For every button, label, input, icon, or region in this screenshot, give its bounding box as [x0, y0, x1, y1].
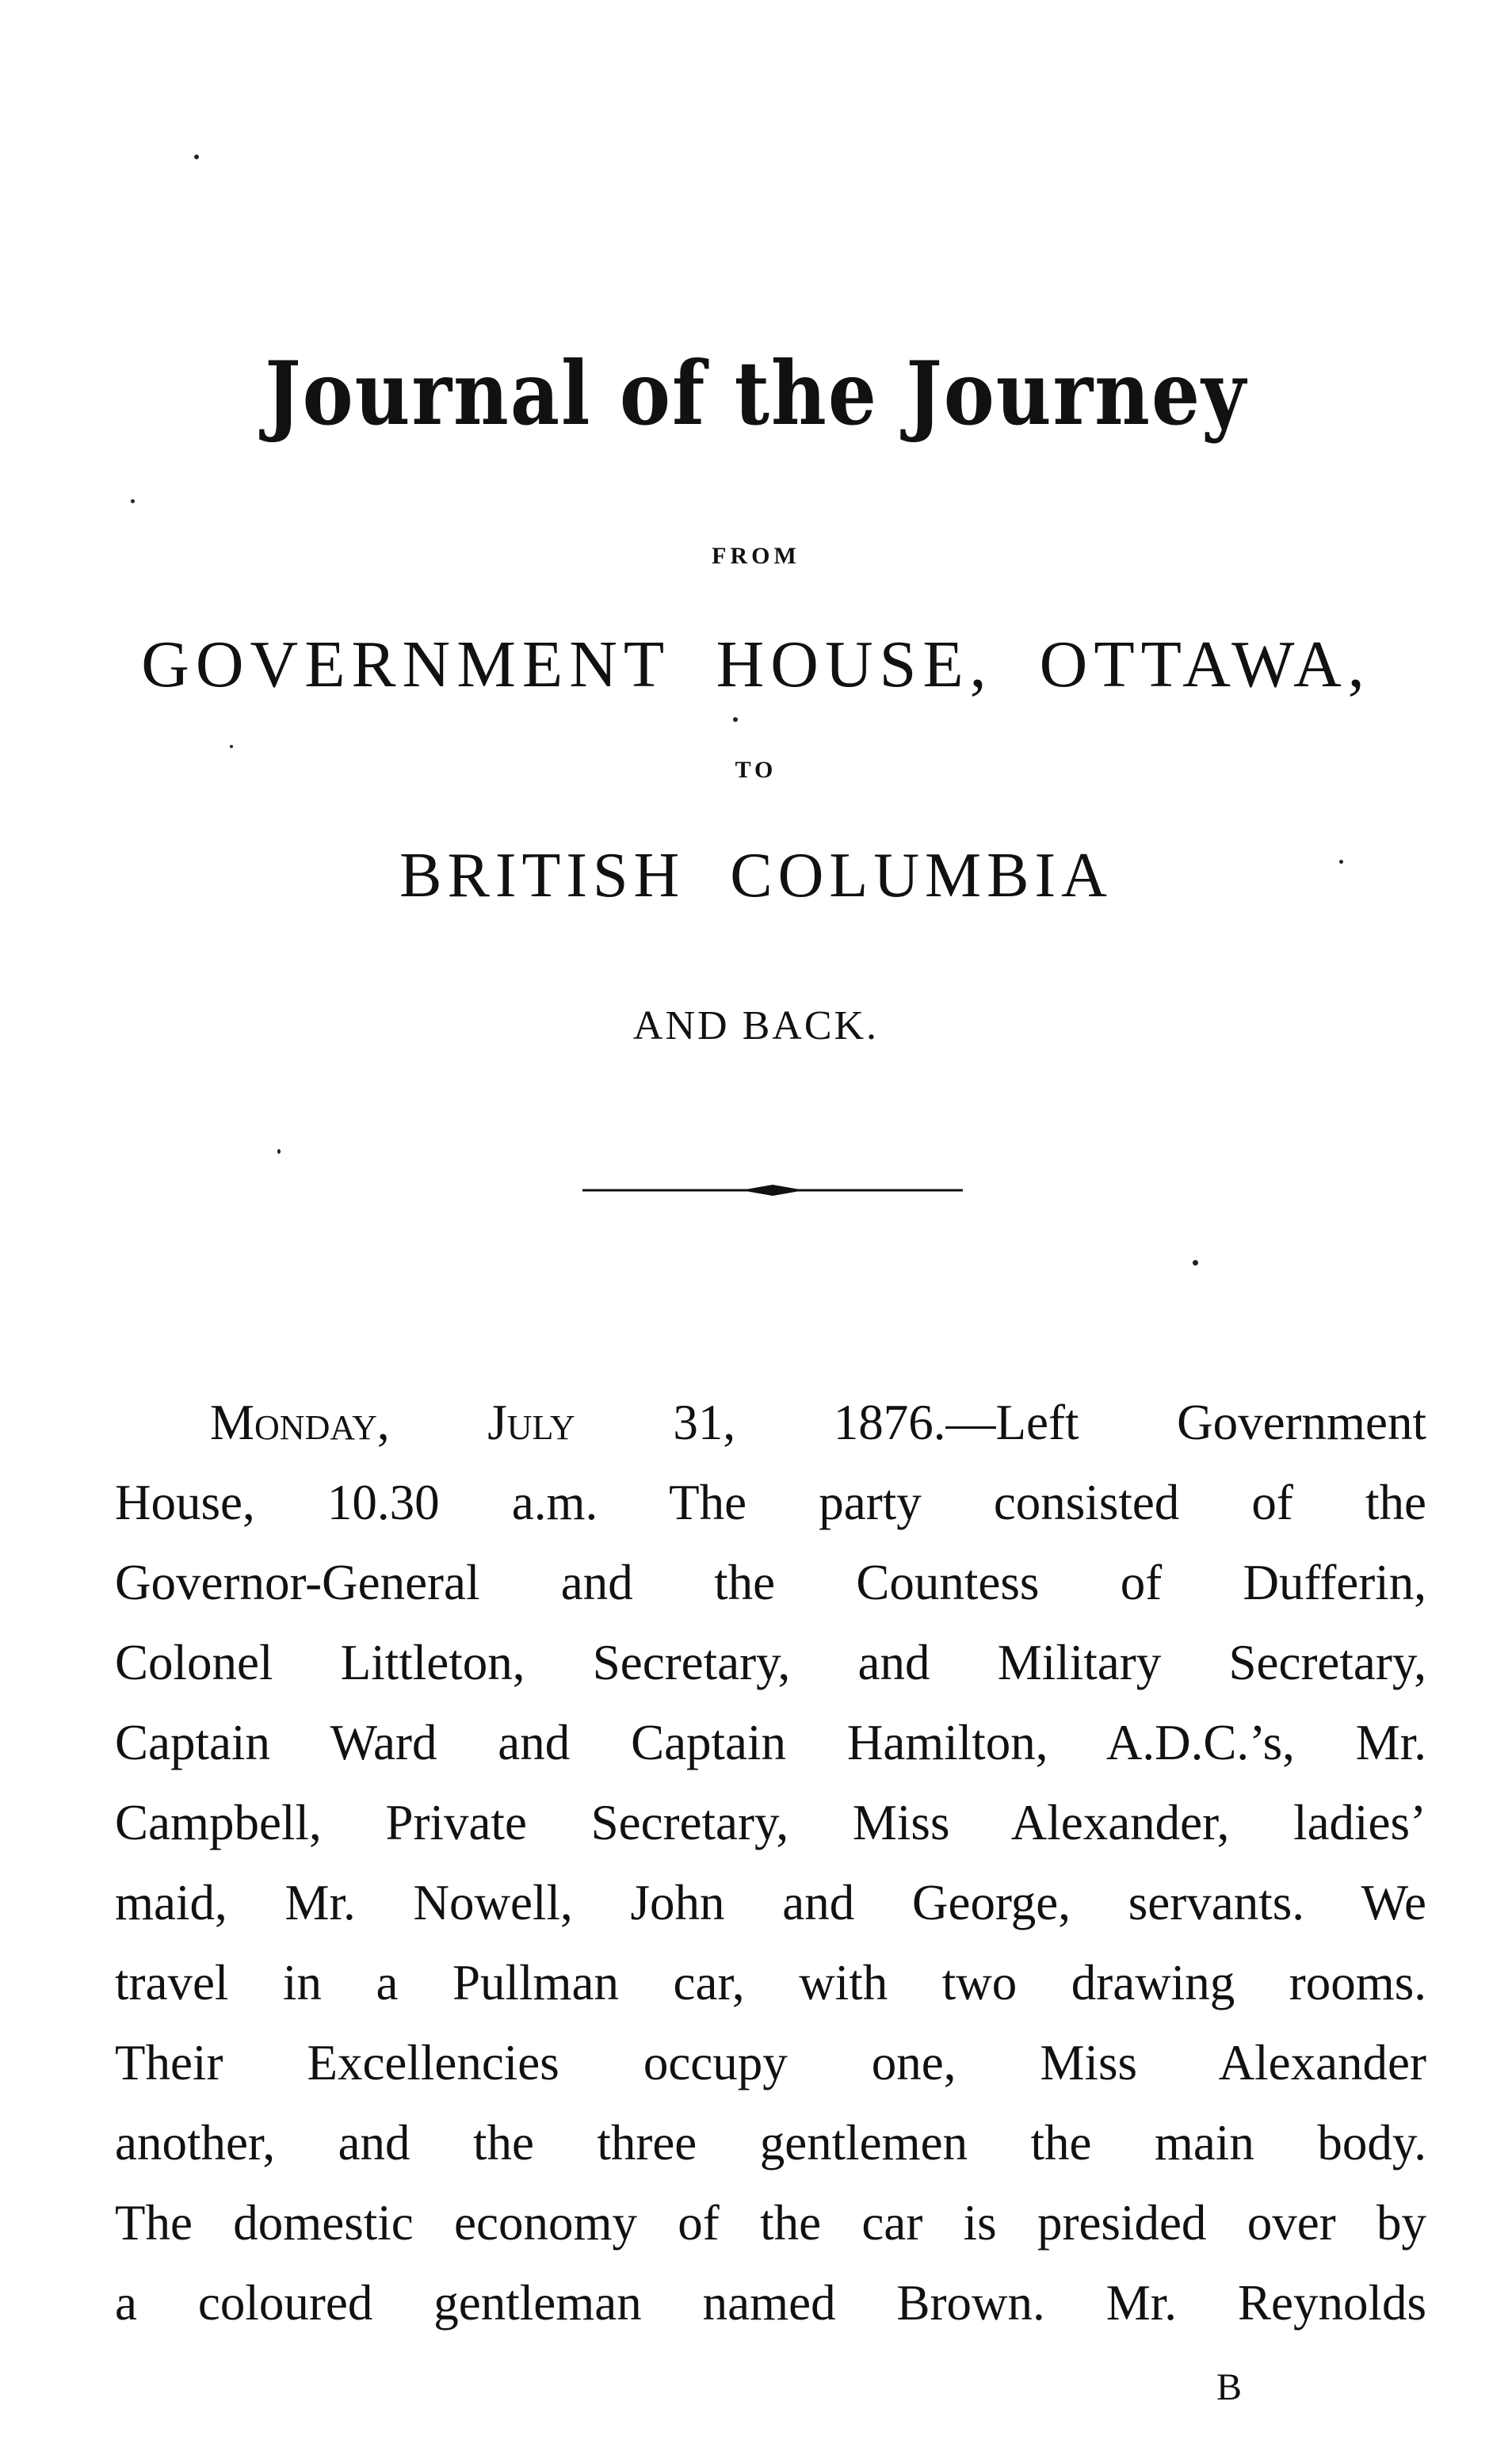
- scan-speck: [277, 1149, 281, 1154]
- destination-heading: BRITISH COLUMBIA: [399, 841, 1113, 911]
- scan-speck: [1339, 860, 1343, 864]
- body-line: [115, 1383, 1426, 1463]
- journal-entry: [115, 1383, 1426, 2343]
- ornamental-rule: [582, 1181, 963, 1200]
- scan-speck: [194, 155, 199, 159]
- to-label: TO: [735, 757, 777, 783]
- body-line: The domestic economy of the car is presided over by: [115, 2195, 1426, 2251]
- body-line: a coloured gentleman named Brown. Mr. Reynolds: [115, 2275, 1426, 2331]
- body-line: maid, Mr. Nowell, John and George, servants. We: [115, 1875, 1426, 1930]
- body-line: another, and the three gentlemen the main body.: [115, 2115, 1426, 2171]
- body-line: House, 10.30 a.m. The party consisted of the: [115, 1475, 1426, 1530]
- signature-mark: B: [1216, 2366, 1243, 2408]
- body-line: Captain Ward and Captain Hamilton, A.D.C.’s, Mr.: [115, 1715, 1426, 1770]
- body-line: Their Excellencies occupy one, Miss Alexander: [115, 2035, 1426, 2090]
- body-line: Governor-General and the Countess of Dufferin,: [115, 1555, 1426, 1610]
- scan-speck: [733, 717, 738, 722]
- page-title: Journal of the Journey: [265, 342, 1247, 445]
- origin-heading: GOVERNMENT HOUSE, OTTAWA,: [141, 628, 1371, 701]
- body-line: Campbell, Private Secretary, Miss Alexander, ladies’: [115, 1795, 1426, 1850]
- body-line: Colonel Littleton, Secretary, and Military Secretary,: [115, 1635, 1426, 1690]
- scan-speck: [230, 745, 233, 748]
- and-back-label: AND BACK.: [632, 1003, 880, 1048]
- entry-date: Monday, July 31, 1876.: [210, 1395, 946, 1450]
- from-label: FROM: [712, 543, 800, 569]
- body-line: travel in a Pullman car, with two drawing rooms.: [115, 1955, 1426, 2010]
- scan-speck: [131, 499, 135, 503]
- scan-speck: [1193, 1260, 1198, 1266]
- body-line-text: —Left Government: [945, 1395, 1426, 1450]
